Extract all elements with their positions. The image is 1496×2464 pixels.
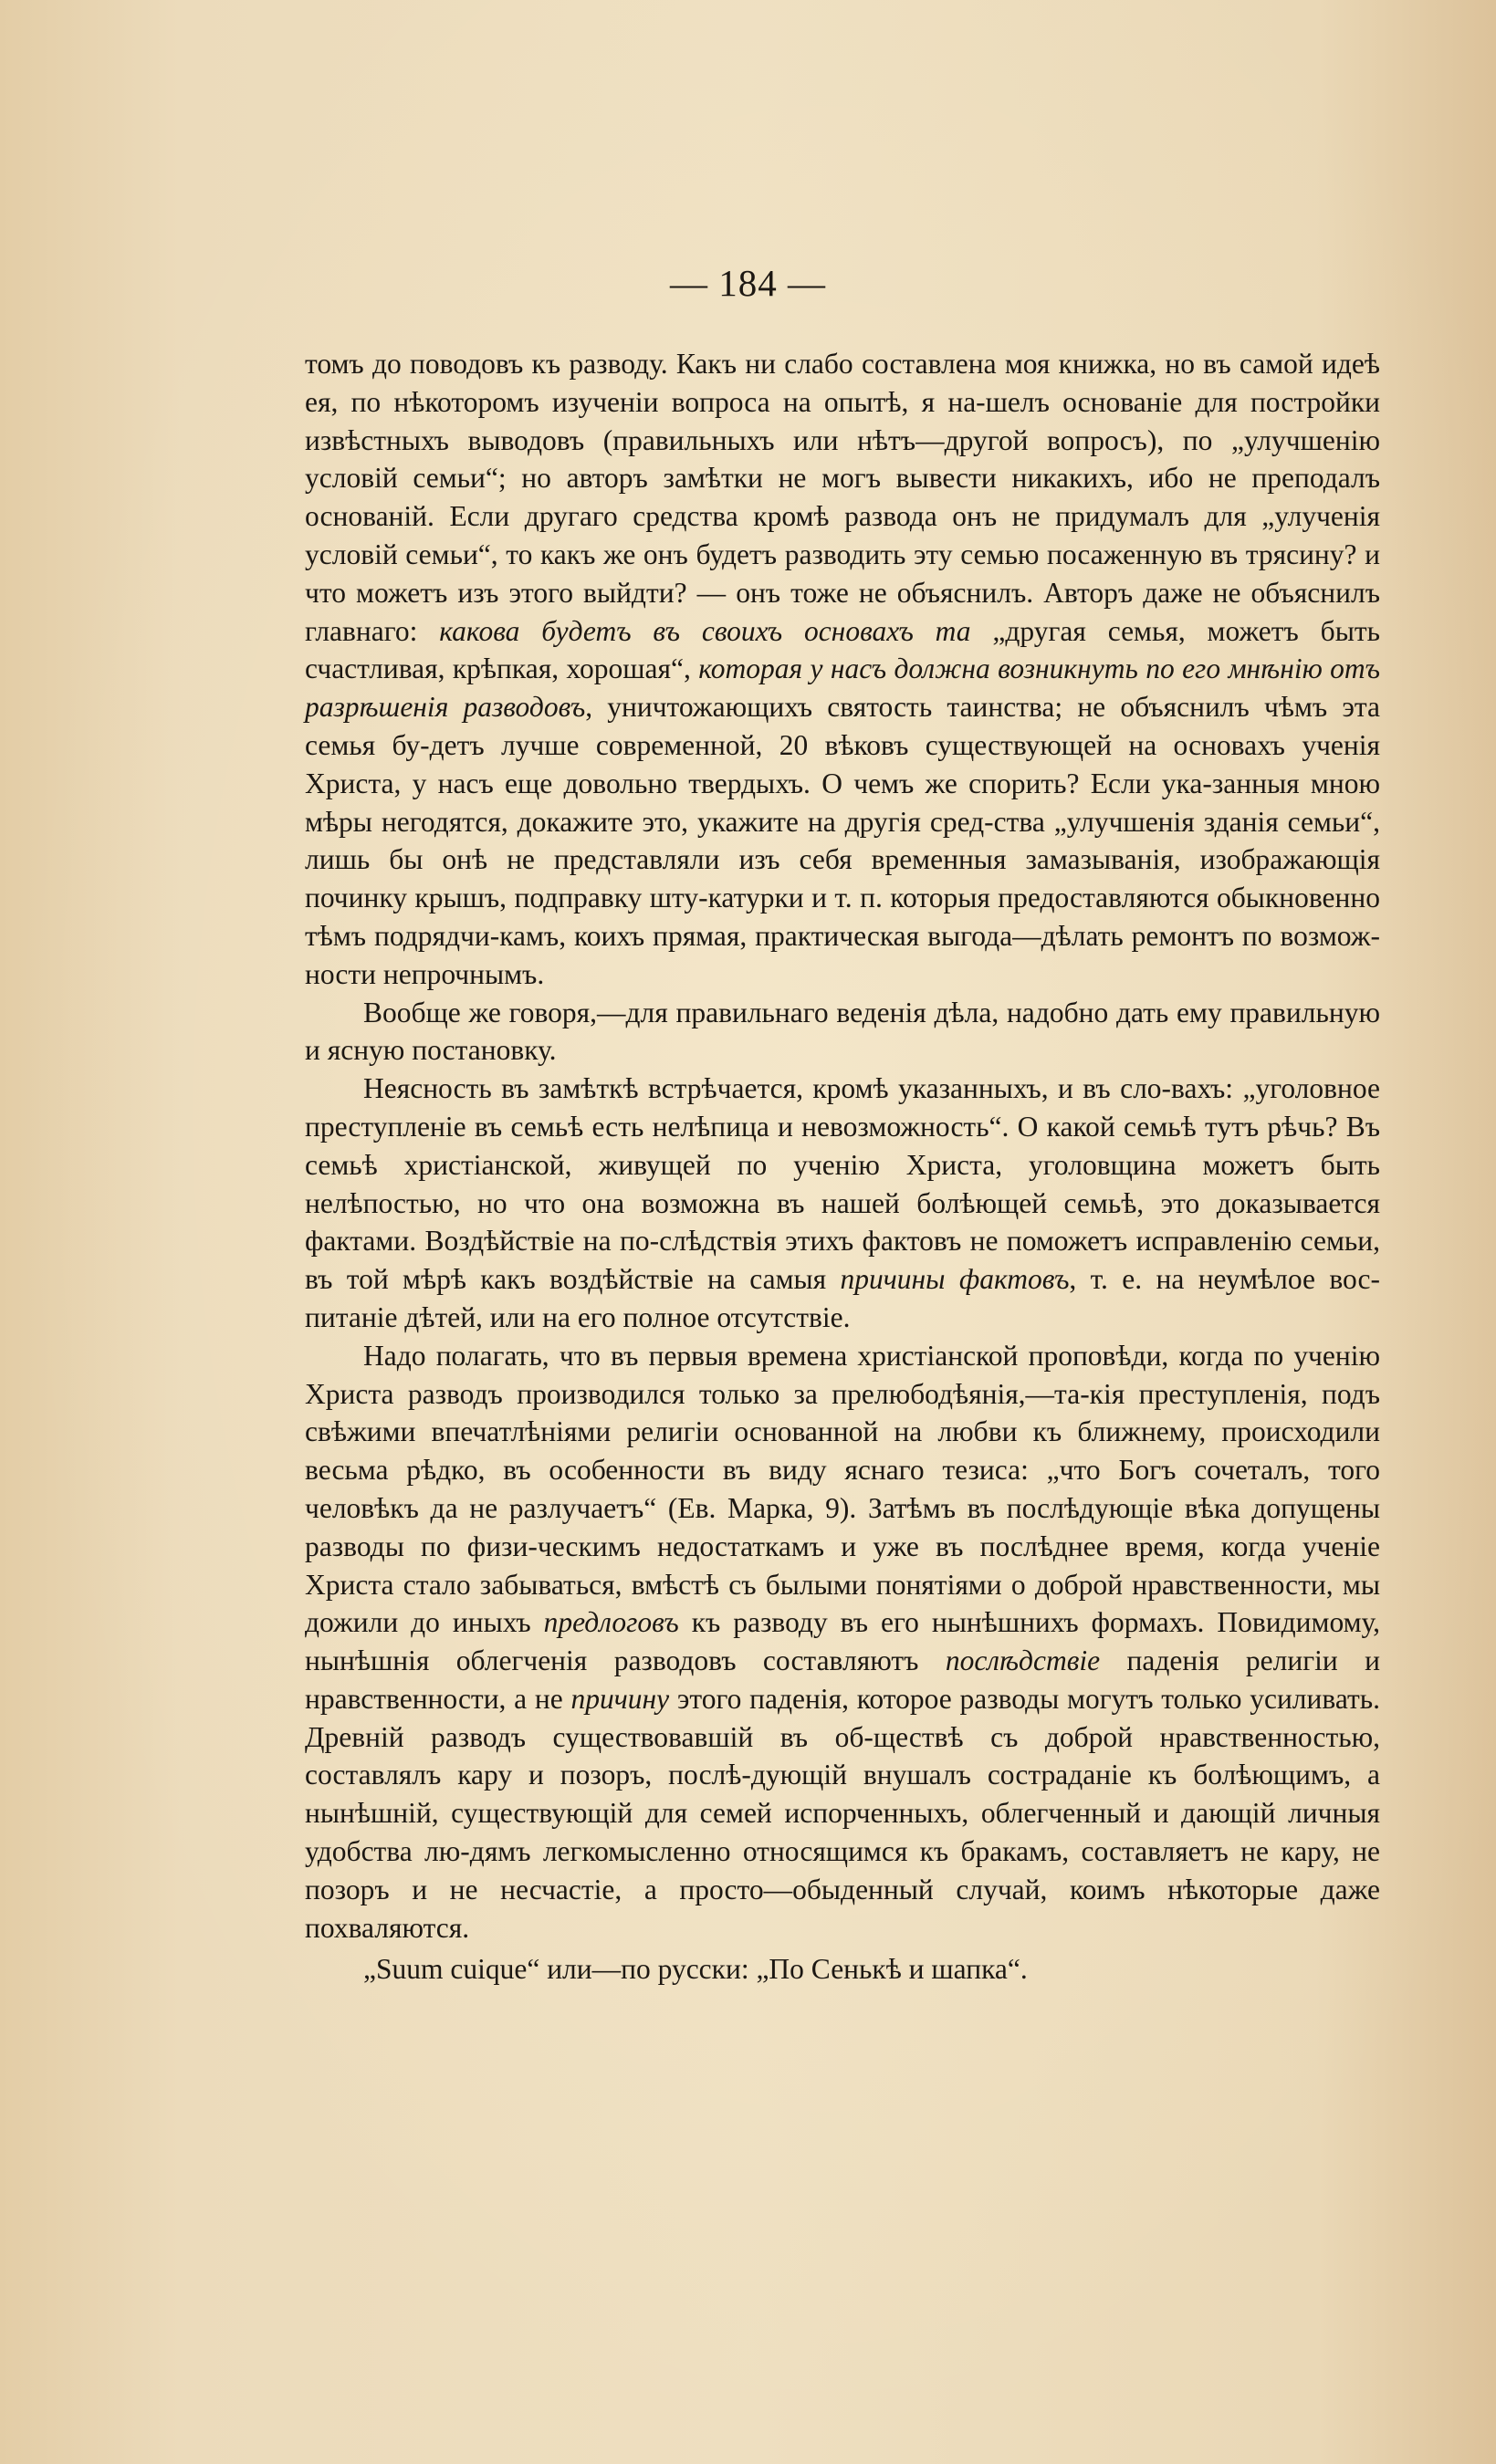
paragraph: [305, 994, 1380, 1070]
paragraph: [305, 1070, 1380, 1337]
italic-text-run: предлоговъ: [543, 1606, 679, 1639]
text-run: паденія религіи и нравственности, а не: [305, 1644, 1380, 1715]
closing-proverb: [305, 1950, 1380, 1989]
text-run: „другая семья, можетъ быть счастливая, крѣпкая, хорошая“,: [305, 614, 1380, 685]
text-run: Вообще же говоря,—для правильнаго веденія дѣла, надобно дать ему правильную и ясную постановку.: [305, 996, 1380, 1067]
body-text: [305, 345, 1380, 1989]
italic-text-run: причины фактовъ: [840, 1263, 1070, 1296]
paragraph: [305, 345, 1380, 994]
italic-text-run: которая у насъ должна возникнуть по его мнѣнію отъ разрѣшенія разводовъ: [305, 653, 1380, 724]
italic-text-run: причину: [570, 1682, 670, 1715]
italic-text-run: какова будетъ въ своихъ основахъ та: [439, 614, 971, 647]
text-run: этого паденія, которое разводы могутъ только усиливать. Древній разводъ существовавшій въ об-ществѣ съ доброй нравственностью, составлялъ кару и позоръ, послѣ-дующій внушалъ состраданіе къ болѣющимъ, а нынѣшній, существующій для семей испорченныхъ, облегченный и дающій личныя удобства лю-дямъ легкомысленно относящимся къ бракамъ, составляетъ не кару, не позоръ и не несчастіе, а просто—обыденный случай, коимъ нѣкоторые даже похваляются.: [305, 1682, 1381, 1944]
paragraph: [305, 1337, 1380, 1947]
text-run: Надо полагать, что въ первыя времена христіанской проповѣди, когда по ученію Христа разводъ производился только за прелюбодѣянія,—та-кія преступленія, подъ свѣжими впечатлѣніями религіи основанной на любви къ ближнему, происходили весьма рѣдко, въ особенности въ виду яснаго тезиса: „что Богъ сочеталъ, того человѣкъ да не разлучаетъ“ (Ев. Марка, 9). Затѣмъ въ послѣдующіе вѣка допущены разводы по физи-ческимъ недостаткамъ и уже въ послѣднее время, когда ученіе Христа стало забываться, вмѣстѣ съ былыми понятіями о доброй нравственности, мы дожили до иныхъ: [305, 1339, 1380, 1639]
italic-text-run: послѣдствіе: [945, 1644, 1101, 1677]
text-run: Неясность въ замѣткѣ встрѣчается, кромѣ указанныхъ, и въ сло-вахъ: „уголовное преступленіе въ семьѣ есть нелѣпица и невозможность“. О какой семьѣ тутъ рѣчь? Въ семьѣ христіанской, живущей по ученію Христа, уголовщина можетъ быть нелѣпостью, но что она возможна въ нашей болѣющей семьѣ, это доказывается фактами. Воздѣйствіе на по-слѣдствія этихъ фактовъ не поможетъ исправленію семьи, въ той мѣрѣ какъ воздѣйствіе на самыя: [305, 1072, 1380, 1296]
text-run: , т. е. на неумѣлое вос-питаніе дѣтей, или на его полное отсутствіе.: [305, 1263, 1380, 1333]
text-run: къ разводу въ его нынѣшнихъ формахъ. Повидимому, нынѣшнія облегченія разводовъ составляютъ: [305, 1606, 1381, 1677]
text-run: „Suum cuique“ или—по русски: „По Сенькѣ и шапка“.: [363, 1953, 1028, 1986]
page-number: — 184 —: [670, 262, 826, 304]
text-run: , уничтожающихъ святость таинства; не объяснилъ чѣмъ эта семья бу-детъ лучше современной, 20 вѣковъ существующей на основахъ ученія Христа, у насъ еще довольно твердыхъ. О чемъ же спорить? Если ука-занныя мною мѣры негодятся, докажите это, укажите на другія сред-ства „улучшенія зданія семьи“, лишь бы онѣ не представляли изъ себя временныя замазыванія, изображающія починку крышъ, подправку шту-катурки и т. п. которыя предоставляются обыкновенно тѣмъ подрядчи-камъ, коихъ прямая, практическая выгода—дѣлать ремонтъ по возмож-ности непрочнымъ.: [305, 691, 1380, 990]
text-run: томъ до поводовъ къ разводу. Какъ ни слабо составлена моя книжка, но въ самой идеѣ ея, по нѣкоторомъ изученіи вопроса на опытѣ, я на-шелъ основаніе для постройки извѣстныхъ выводовъ (правильныхъ или нѣтъ—другой вопросъ), по „улучшенію условій семьи“; но авторъ замѣтки не могъ вывести никакихъ, ибо не преподалъ основаній. Если другаго средства кромѣ развода онъ не придумалъ для „улученія условій семьи“, то какъ же онъ будетъ разводить эту семью посаженную въ трясину? и что можетъ изъ этого выйдти? — онъ тоже не объяснилъ. Авторъ даже не объяснилъ главнаго:: [305, 348, 1380, 647]
